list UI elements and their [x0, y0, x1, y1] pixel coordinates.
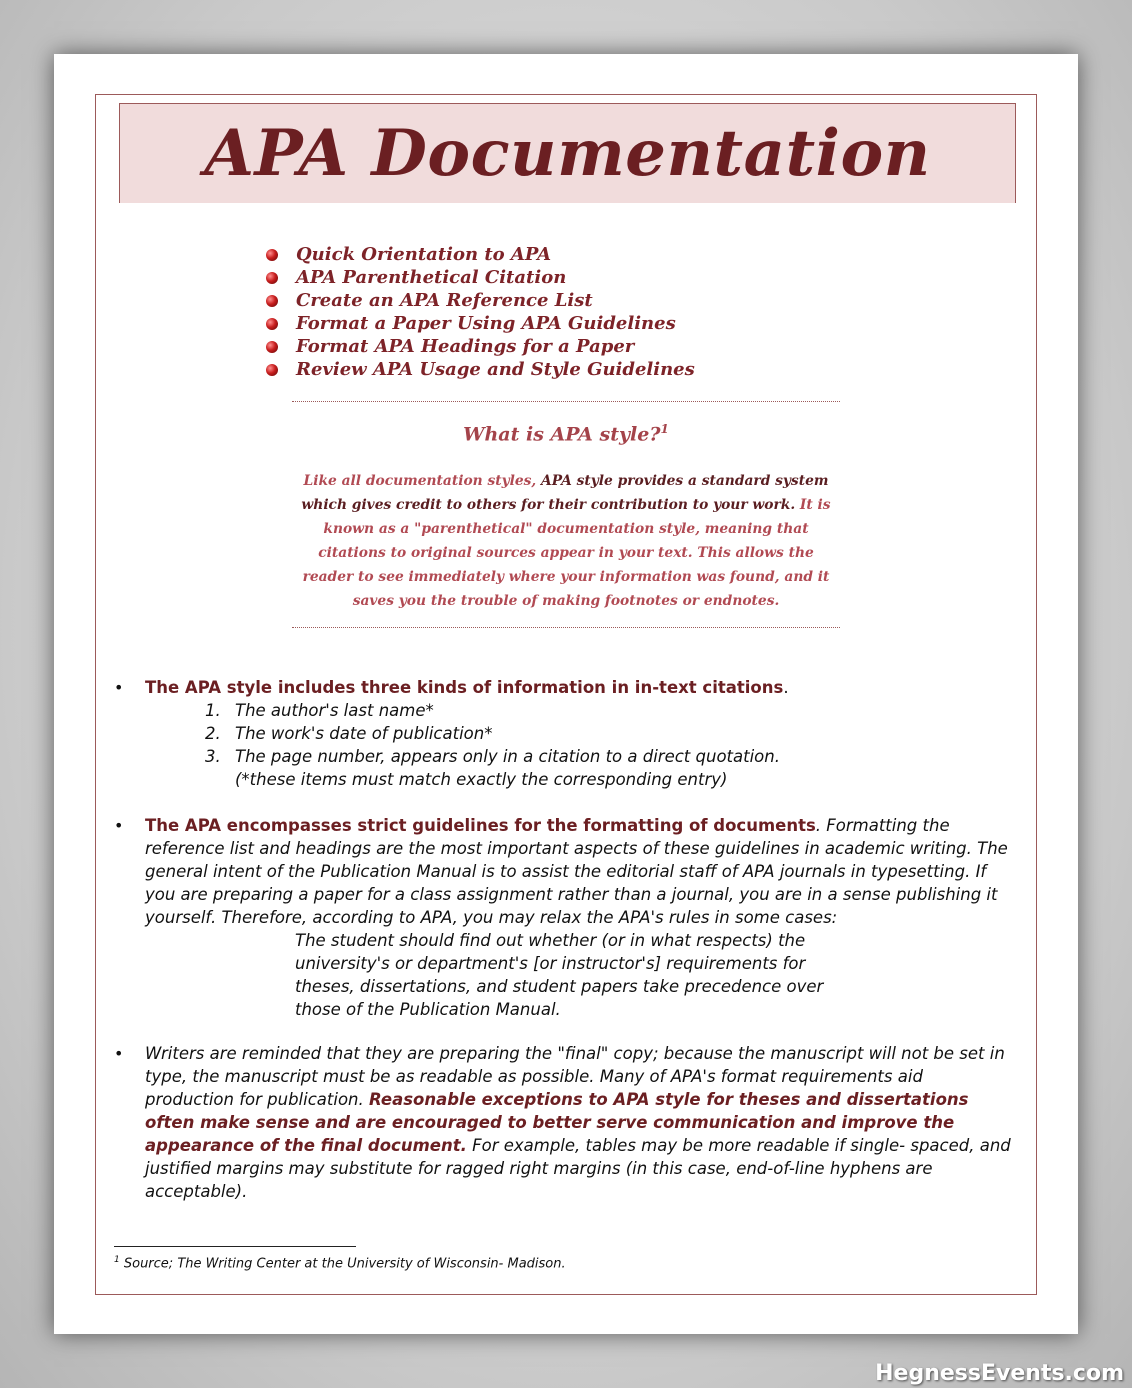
section-formatting-guidelines [114, 814, 1014, 1021]
section2-body: . Formatting the reference list and headings are the most important aspects of these guidelines in academic writing. The general intent of the Publication Manual is to assist the editorial staff of APA journals in typesetting. If you are preparing a paper for a class assignment rather than a journal, you are in a sense publishing it yourself. Therefore, according to APA, you may relax the APA's rules in some cases: [145, 816, 1008, 927]
document-page [54, 54, 1078, 1334]
item-text: The author's last name* [235, 701, 434, 720]
footnote-marker: 1 [660, 422, 669, 436]
bullet-ball-icon [266, 272, 278, 284]
intro-paragraph [292, 469, 840, 613]
title-banner [119, 103, 1016, 203]
topic-label: Create an APA Reference List [296, 290, 593, 311]
footnote-rule [114, 1246, 356, 1247]
note-text: (*these items must match exactly the corresponding entry) [235, 770, 728, 789]
topic-item [266, 266, 695, 289]
document-title: APA Documentation [204, 116, 931, 191]
bullet-ball-icon [266, 318, 278, 330]
topic-label: Format APA Headings for a Paper [296, 336, 635, 357]
topic-label: APA Parenthetical Citation [296, 267, 567, 288]
topic-label: Format a Paper Using APA Guidelines [296, 313, 676, 334]
dotted-divider-top [292, 401, 840, 402]
intro-part-1: Like all documentation styles, [303, 473, 537, 489]
section-final-copy [114, 1042, 1014, 1203]
section3-text-1: Writers are reminded that they are preparing the "final" copy; because the manuscript will not be set in type, the manuscript must be as readable as possible. Many of APA's format requirements aid production for publication. [145, 1044, 1005, 1109]
bullet-ball-icon [266, 249, 278, 261]
topic-label: Review APA Usage and Style Guidelines [296, 359, 695, 380]
item-number: 2. [205, 724, 221, 743]
watermark: HegnessEvents.com [875, 1361, 1124, 1386]
dotted-divider-bottom [292, 627, 840, 628]
topic-item [266, 312, 695, 335]
topic-item [266, 335, 695, 358]
item-text: The page number, appears only in a citation to a direct quotation. [235, 747, 780, 766]
intro-part-3: It is known as a "parenthetical" documentation style, meaning that citations to original sources appear in your text. This allows the reader to see immediately where your information was found, and it saves you the trouble of making footnotes or endnotes. [302, 497, 831, 609]
section3-emphasis: Reasonable exceptions to APA style for theses and dissertations often make sense and are encouraged to better serve communication and improve the appearance of the final document. [145, 1090, 969, 1155]
list-item [205, 722, 1014, 745]
topic-label: Quick Orientation to APA [296, 244, 552, 265]
bullet-ball-icon [266, 295, 278, 307]
what-heading-text: What is APA style? [463, 423, 661, 446]
footnote [114, 1255, 566, 1271]
section-in-text-citations [114, 676, 1014, 791]
item-text: The work's date of publication* [235, 724, 493, 743]
bullet-ball-icon [266, 364, 278, 376]
section1-heading: The APA style includes three kinds of information in in-text citations [145, 678, 784, 697]
footnote-number: 1 [114, 1255, 120, 1265]
list-item [205, 745, 1014, 768]
what-is-apa-heading [292, 422, 840, 445]
topic-list [266, 243, 695, 381]
section1-after: . [783, 678, 789, 697]
topic-item [266, 289, 695, 312]
list-note [205, 768, 1014, 791]
bullet-ball-icon [266, 341, 278, 353]
section3-text-2: For example, tables may be more readable if single- spaced, and justified margins may substitute for ragged right margins (in this case, end-of-line hyphens are acceptable). [145, 1136, 1011, 1201]
list-item [205, 699, 1014, 722]
item-number: 1. [205, 701, 221, 720]
item-number: 3. [205, 747, 221, 766]
bullet-icon: • [114, 1044, 124, 1063]
bullet-icon: • [114, 678, 124, 697]
intro-part-2: APA style provides a standard system which gives credit to others for their contribution to your work. [301, 473, 829, 513]
topic-item [266, 243, 695, 266]
citation-elements-list [205, 699, 1014, 791]
bullet-icon: • [114, 816, 124, 835]
section2-heading: The APA encompasses strict guidelines for the formatting of documents [145, 816, 816, 835]
block-quote: The student should find out whether (or in what respects) the university's or department's [or instructor's] requirements for theses, dissertations, and student papers take precedence over those of the Publication Manual. [295, 931, 824, 1019]
footnote-text: Source; The Writing Center at the University of Wisconsin- Madison. [119, 1256, 566, 1272]
topic-item [266, 358, 695, 381]
